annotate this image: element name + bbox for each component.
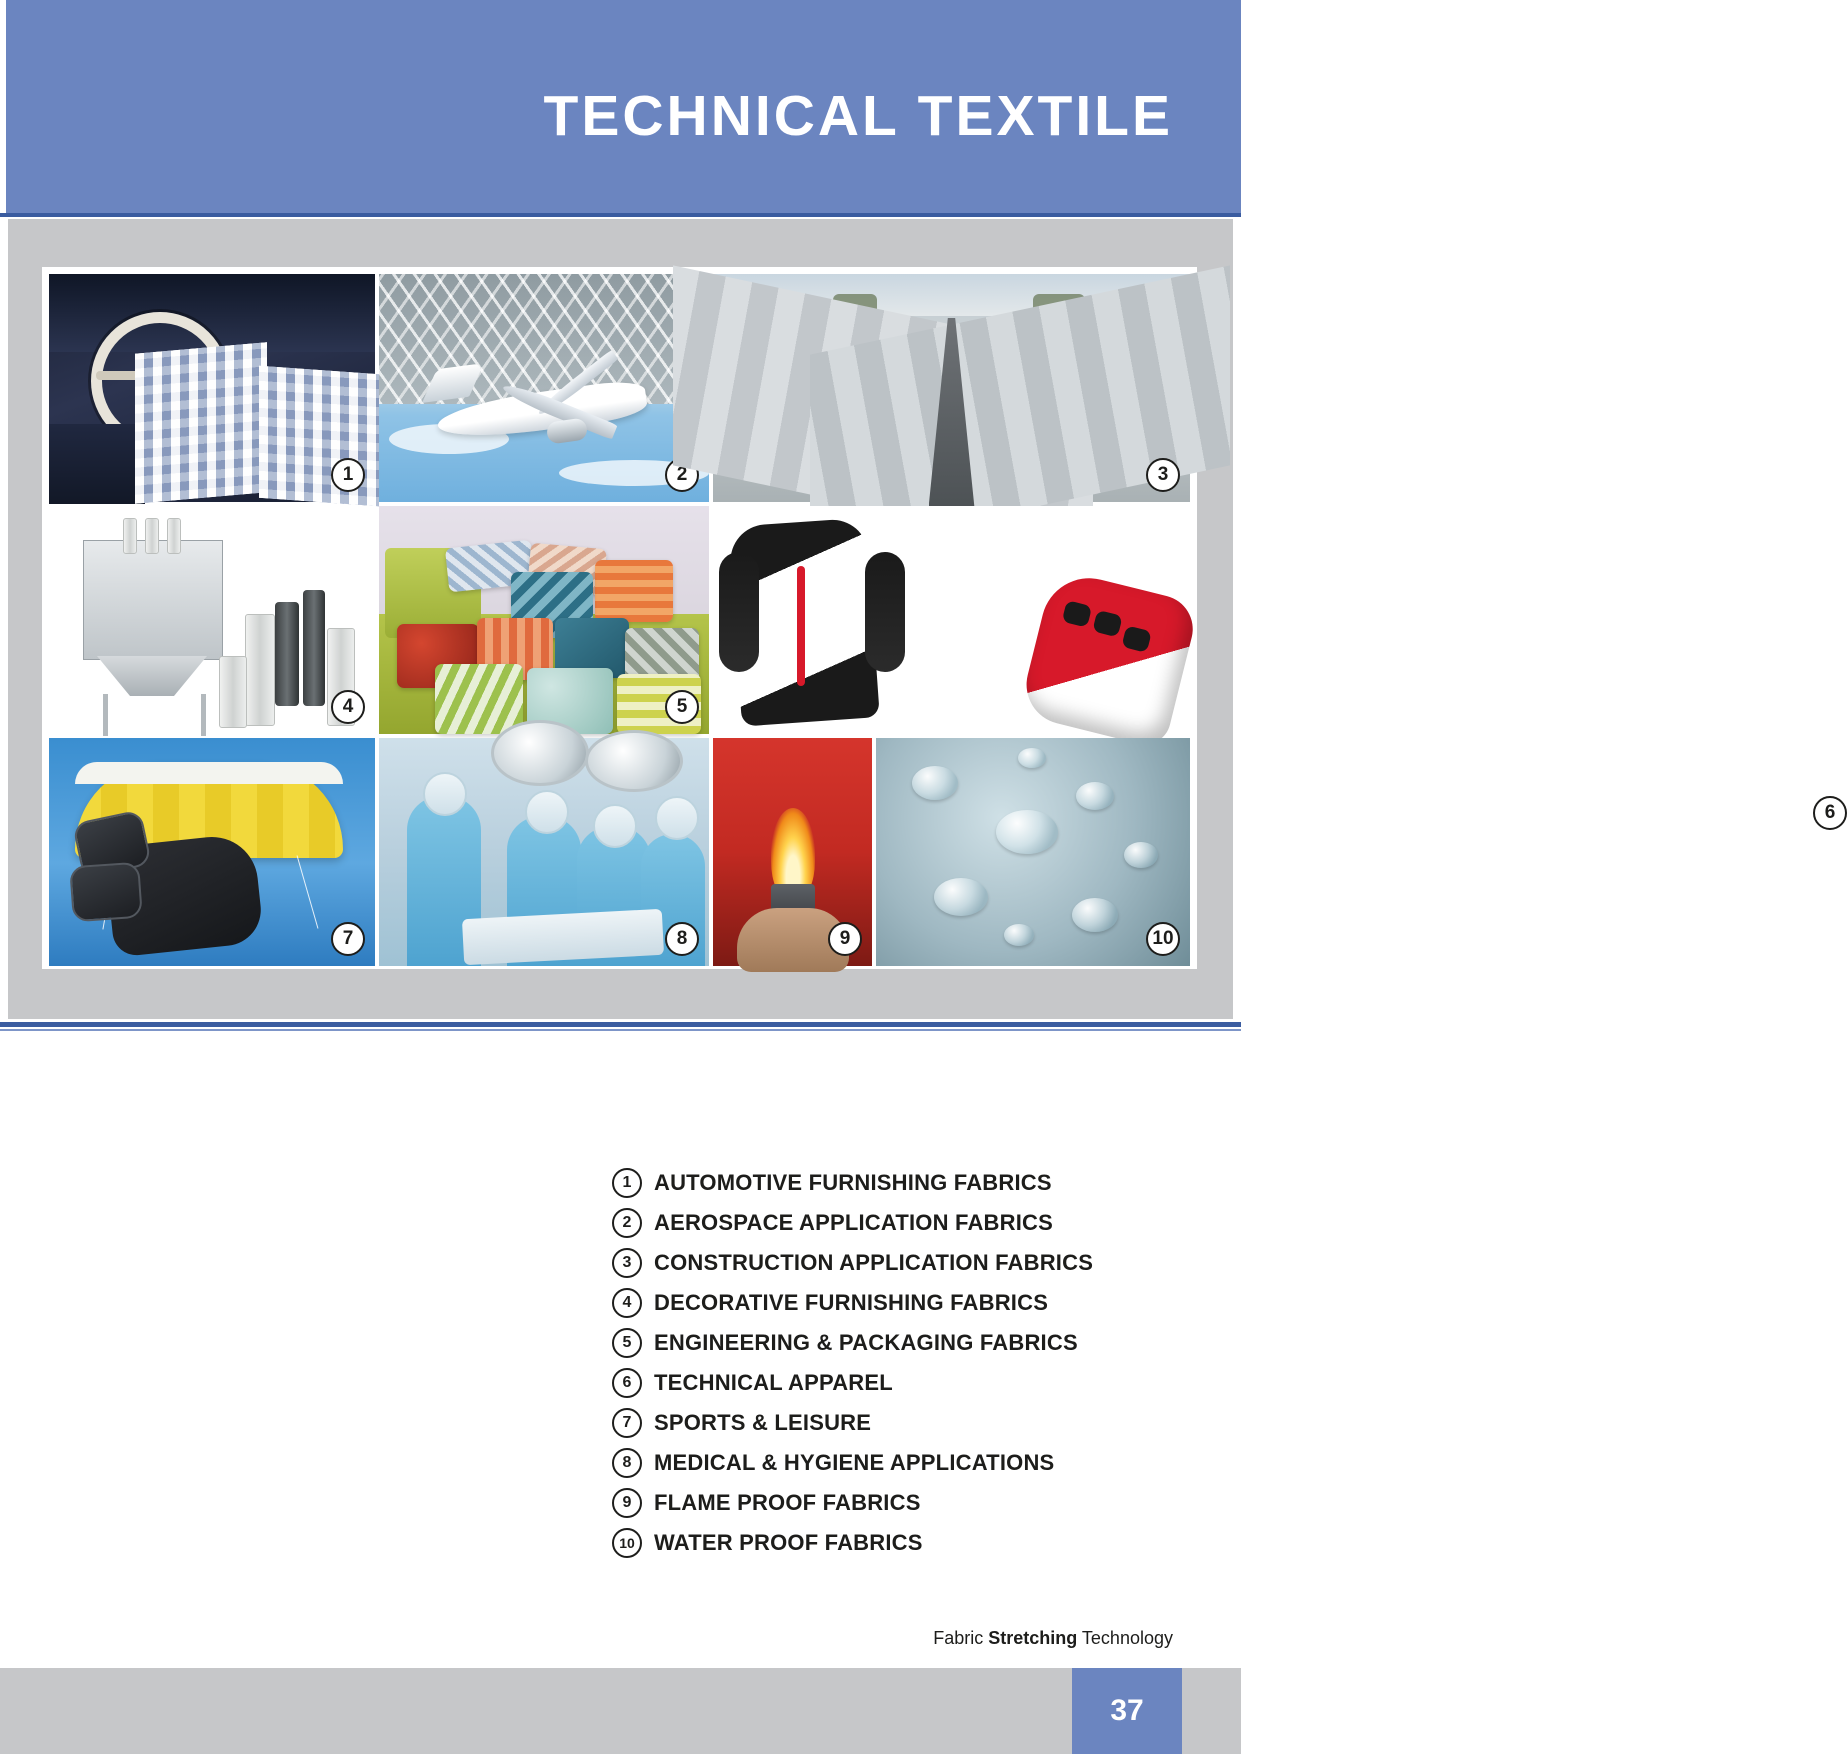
section-divider-primary (0, 1022, 1241, 1027)
photo-badge-7: 7 (331, 922, 365, 956)
legend-number: 6 (612, 1368, 642, 1398)
brand-tagline (933, 1628, 1173, 1649)
legend-number: 2 (612, 1208, 642, 1238)
photo-badge-9: 9 (828, 922, 862, 956)
surgical-lamp-shape (585, 730, 683, 792)
legend-item (612, 1368, 1172, 1398)
filter-bag-shape (303, 590, 325, 706)
water-droplet-shape (996, 810, 1058, 854)
legend-number: 3 (612, 1248, 642, 1278)
page-header (0, 0, 1241, 213)
racing-glove-shape (1018, 568, 1200, 750)
page-number: 37 (1072, 1668, 1182, 1754)
legend-label: CONSTRUCTION APPLICATION FABRICS (654, 1250, 1094, 1275)
water-repellent-fabric-photo (876, 738, 1190, 966)
legend-label: TECHNICAL APPAREL (654, 1370, 893, 1395)
legend-label: AEROSPACE APPLICATION FABRICS (654, 1210, 1053, 1235)
tagline-bold: Stretching (988, 1628, 1078, 1648)
legend-item (612, 1288, 1172, 1318)
machine-leg-shape (201, 694, 206, 736)
surgeon-head-shape (655, 796, 699, 840)
photo-badge-6: 6 (1813, 796, 1847, 830)
legend-number: 5 (612, 1328, 642, 1358)
water-droplet-shape (912, 766, 958, 800)
flame-test-photo (713, 738, 872, 966)
legend-label: DECORATIVE FURNISHING FABRICS (654, 1290, 1049, 1315)
aircraft-engine-shape (546, 417, 589, 444)
legend-label: ENGINEERING & PACKAGING FABRICS (654, 1330, 1078, 1355)
legend-item (612, 1168, 1172, 1198)
glove-knuckle-shape (1121, 625, 1152, 653)
boot-shape (69, 862, 143, 923)
legend-label: FLAME PROOF FABRICS (654, 1490, 921, 1515)
filter-bag-shape (245, 614, 275, 726)
legend-item (612, 1208, 1172, 1238)
legend-number: 7 (612, 1408, 642, 1438)
water-droplet-shape (1124, 842, 1158, 868)
machine-leg-shape (103, 694, 108, 736)
parachute-line-shape (297, 855, 319, 928)
hopper-shape (97, 656, 207, 696)
aerospace-aircraft-photo (379, 274, 709, 502)
filter-bag-shape (219, 656, 247, 728)
legend-label: SPORTS & LEISURE (654, 1410, 872, 1435)
cushion-shape (595, 560, 673, 622)
legend-item (612, 1328, 1172, 1358)
legend-item (612, 1248, 1172, 1278)
photo-badge-5: 5 (665, 690, 699, 724)
photo-badge-1: 1 (331, 458, 365, 492)
gallery-frame (42, 267, 1836, 969)
legend-label: WATER PROOF FABRICS (654, 1530, 923, 1555)
water-droplet-shape (1004, 924, 1034, 946)
section-divider-secondary (0, 1029, 1241, 1031)
photo-badge-10: 10 (1146, 922, 1180, 956)
water-droplet-shape (1076, 782, 1114, 810)
footer-band (0, 1668, 1241, 1754)
tagline-prefix: Fabric (933, 1628, 989, 1648)
water-droplet-shape (1072, 898, 1118, 932)
tagline-suffix: Technology (1077, 1628, 1173, 1648)
page-title: TECHNICAL TEXTILE (543, 84, 1173, 148)
legend-item (612, 1528, 1172, 1558)
racing-suit-glove-photo (713, 506, 1836, 823)
filter-bag-shape (275, 602, 299, 706)
header-left-strip (0, 0, 6, 213)
parachute-top-shape (75, 762, 343, 784)
filtration-machine-photo (49, 506, 375, 734)
glove-knuckle-shape (1092, 610, 1123, 638)
legend-label: MEDICAL & HYGIENE APPLICATIONS (654, 1450, 1055, 1475)
glove-knuckle-shape (1062, 600, 1093, 628)
racing-suit-arm-shape (719, 552, 759, 672)
decorative-cushions-photo (379, 506, 709, 734)
legend-number: 4 (612, 1288, 642, 1318)
legend-number: 9 (612, 1488, 642, 1518)
legend-item (612, 1448, 1172, 1478)
gallery-grid (49, 274, 1836, 962)
surgeon-head-shape (593, 804, 637, 848)
parachute-skydiver-photo (49, 738, 375, 966)
automotive-interior-photo (49, 274, 375, 502)
surgeon-head-shape (423, 772, 467, 816)
legend-number: 8 (612, 1448, 642, 1478)
operating-theatre-photo (379, 738, 709, 966)
car-console-shape (49, 424, 145, 504)
cushion-shape (435, 664, 523, 734)
water-droplet-shape (1018, 748, 1046, 768)
photo-badge-8: 8 (665, 922, 699, 956)
dust-collector-body-shape (83, 540, 223, 660)
legend-number: 10 (612, 1528, 642, 1558)
machine-pipe-shape (123, 518, 137, 554)
legend-label: AUTOMOTIVE FURNISHING FABRICS (654, 1170, 1052, 1195)
woven-mesh-shape (379, 274, 709, 404)
plaid-seat-shape (135, 342, 267, 504)
footer-right-strip (1182, 1668, 1241, 1754)
legend-item (612, 1488, 1172, 1518)
photo-badge-4: 4 (331, 690, 365, 724)
racing-suit-arm-shape (865, 552, 905, 672)
photo-badge-3: 3 (1146, 458, 1180, 492)
gallery-panel (8, 219, 1836, 1019)
legend-list (612, 1168, 1172, 1568)
legend-item (612, 1408, 1172, 1438)
legend-number: 1 (612, 1168, 642, 1198)
suit-red-stripe-shape (797, 566, 805, 686)
machine-pipe-shape (145, 518, 159, 554)
photo-badge-2: 2 (665, 458, 699, 492)
construction-canal-lining-photo (713, 274, 1190, 502)
header-rule (0, 213, 1241, 217)
surgical-lamp-shape (491, 720, 589, 786)
water-droplet-shape (934, 878, 988, 916)
machine-pipe-shape (167, 518, 181, 554)
surgeon-head-shape (525, 790, 569, 834)
